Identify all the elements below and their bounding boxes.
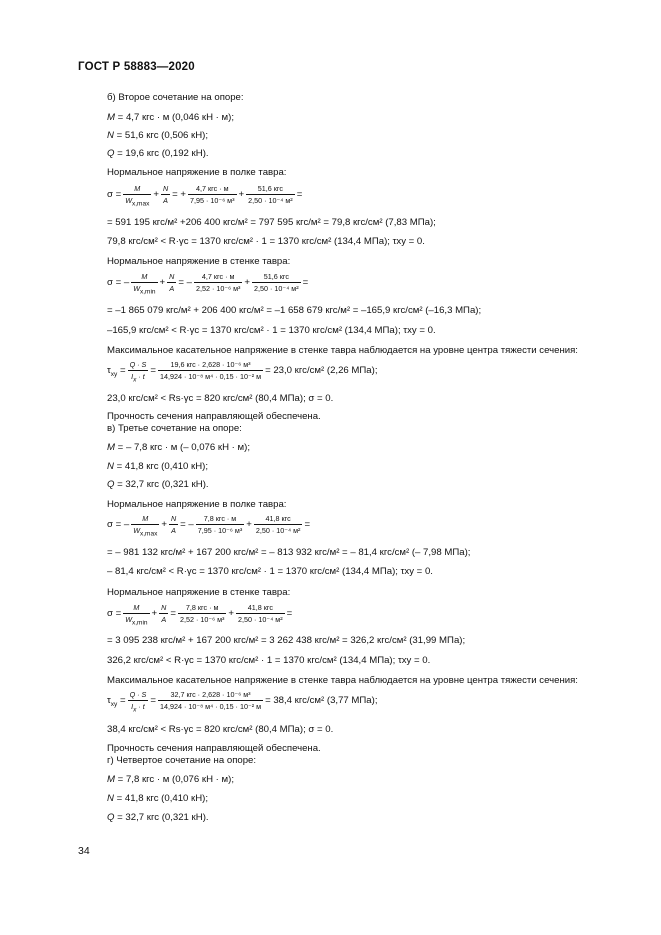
web-check: –165,9 кгс/см² < R·γc = 1370 кгс/см² · 1 = 1370 кгс/см² (134,4 МПа); τxy = 0. bbox=[107, 325, 436, 336]
flange-check: 79,8 кгс/см² < R·γc = 1370 кгс/см² · 1 = 1370 кгс/см² (134,4 МПа); τxy = 0. bbox=[107, 236, 425, 247]
normal-force-line: N = 51,6 кгс (0,506 кН); bbox=[107, 130, 209, 141]
shear-heading: Максимальное касательное напряжение в стенке тавра наблюдается на уровне центра тяжести сечения: bbox=[107, 345, 578, 356]
shear-formula: $\tau_{xy}$ = $\frac{Q \cdot S}{I_x \cdot t}$ = $\frac{\text{32,7 кгс · 2,628 · 10⁻⁶ м³}}{\text{14,924 · 10⁻⁸ м⁴ · 0,15 · 10⁻² м}}$ = 38,4 кгс/см² (3,77 МПа); bbox=[107, 690, 378, 714]
web-result: = 3 095 238 кгс/м² + 167 200 кгс/м² = 3 262 438 кгс/м² = 326,2 кгс/см² (31,99 МПа); bbox=[107, 635, 466, 646]
flange-formula: σ = $\frac{M}{W_{x,max}}$ + $\frac{N}{A}$ = + $\frac{\text{4,7 кгс · м}}{\text{7,95 · 10⁻⁶ м³}}$ + $\frac{\text{51,6 кгс}}{\text{2,50 · 10⁻⁴ м²}}$ = bbox=[107, 184, 303, 208]
moment-line: M = 4,7 кгс · м (0,046 кН · м); bbox=[107, 112, 234, 123]
conclusion: Прочность сечения направляющей обеспечена. bbox=[107, 411, 321, 422]
flange-heading: Нормальное напряжение в полке тавра: bbox=[107, 499, 287, 510]
flange-result: = – 981 132 кгс/м² + 167 200 кгс/м² = – 813 932 кгс/м² = – 81,4 кгс/см² (– 7,98 МПа); bbox=[107, 547, 471, 558]
shear-heading: Максимальное касательное напряжение в стенке тавра наблюдается на уровне центра тяжести сечения: bbox=[107, 675, 578, 686]
page-number: 34 bbox=[78, 845, 90, 857]
shear-formula: $\tau_{xy}$ = $\frac{Q \cdot S}{I_x \cdot t}$ = $\frac{\text{19,6 кгс · 2,628 · 10⁻⁶ м³}}{\text{14,924 · 10⁻⁸ м⁴ · 0,15 · 10⁻² м}}$ = 23,0 кгс/см² (2,26 МПа); bbox=[107, 360, 378, 384]
moment-line: M = – 7,8 кгс · м (– 0,076 кН · м); bbox=[107, 442, 250, 453]
section-title: г) Четвертое сочетание на опоре: bbox=[107, 755, 257, 766]
shear-check: 23,0 кгс/см² < Rs·γc = 820 кгс/см² (80,4 МПа); σ = 0. bbox=[107, 393, 334, 404]
web-result: = –1 865 079 кгс/м² + 206 400 кгс/м² = –1 658 679 кгс/м² = –165,9 кгс/см² (–16,3 МПа); bbox=[107, 305, 482, 316]
flange-heading: Нормальное напряжение в полке тавра: bbox=[107, 167, 287, 178]
conclusion: Прочность сечения направляющей обеспечена. bbox=[107, 743, 321, 754]
document-header: ГОСТ Р 58883—2020 bbox=[78, 61, 195, 73]
section-title: б) Второе сочетание на опоре: bbox=[107, 92, 244, 103]
web-check: 326,2 кгс/см² < R·γc = 1370 кгс/см² · 1 = 1370 кгс/см² (134,4 МПа); τxy = 0. bbox=[107, 655, 431, 666]
web-heading: Нормальное напряжение в стенке тавра: bbox=[107, 587, 291, 598]
flange-result: = 591 195 кгс/м² +206 400 кгс/м² = 797 595 кгс/м² = 79,8 кгс/см² (7,83 МПа); bbox=[107, 217, 436, 228]
normal-force-line: N = 41,8 кгс (0,410 кН); bbox=[107, 793, 209, 804]
shear-force-line: Q = 32,7 кгс (0,321 кН). bbox=[107, 812, 209, 823]
flange-formula: σ = – $\frac{M}{W_{x,max}}$ + $\frac{N}{A}$ = – $\frac{\text{7,8 кгс · м}}{\text{7,95 · 10⁻⁶ м³}}$ + $\frac{\text{41,8 кгс}}{\text{2,50 · 10⁻⁴ м²}}$ = bbox=[107, 514, 311, 538]
moment-line: M = 7,8 кгс · м (0,076 кН · м); bbox=[107, 774, 234, 785]
normal-force-line: N = 41,8 кгс (0,410 кН); bbox=[107, 461, 209, 472]
web-formula: σ = $\frac{M}{W_{x,min}}$ + $\frac{N}{A}$ = $\frac{\text{7,8 кгс · м}}{\text{2,52 · 10⁻⁶ м³}}$ + $\frac{\text{41,8 кгс}}{\text{2,50 · 10⁻⁴ м²}}$ = bbox=[107, 603, 293, 627]
web-formula: σ = – $\frac{M}{W_{x,min}}$ + $\frac{N}{A}$ = – $\frac{\text{4,7 кгс · м}}{\text{2,52 · 10⁻⁶ м³}}$ + $\frac{\text{51,6 кгс}}{\text{2,50 · 10⁻⁴ м²}}$ = bbox=[107, 272, 309, 296]
shear-check: 38,4 кгс/см² < Rs·γc = 820 кгс/см² (80,4 МПа); σ = 0. bbox=[107, 724, 334, 735]
shear-force-line: Q = 32,7 кгс (0,321 кН). bbox=[107, 479, 209, 490]
section-title: в) Третье сочетание на опоре: bbox=[107, 423, 242, 434]
flange-check: – 81,4 кгс/см² < R·γc = 1370 кгс/см² · 1 = 1370 кгс/см² (134,4 МПа); τxy = 0. bbox=[107, 566, 433, 577]
shear-force-line: Q = 19,6 кгс (0,192 кН). bbox=[107, 148, 209, 159]
web-heading: Нормальное напряжение в стенке тавра: bbox=[107, 256, 291, 267]
